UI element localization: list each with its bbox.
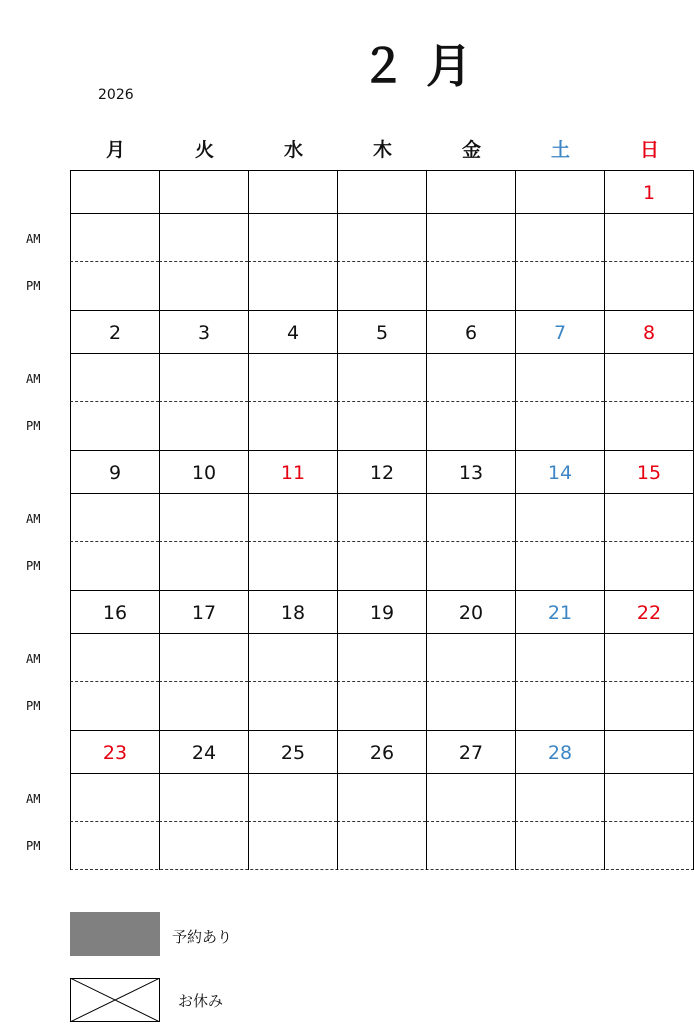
date-cell[interactable]: 13 [426,450,515,494]
cross-icon [70,978,160,1022]
am-slot[interactable] [604,634,694,682]
date-cell[interactable]: 19 [337,590,426,634]
weekday-label: 金 [461,139,481,161]
pm-label: PM [26,699,41,713]
date-cell[interactable]: 17 [159,590,248,634]
pm-slot[interactable] [515,262,604,310]
pm-slot[interactable] [604,402,694,450]
pm-label: PM [26,839,41,853]
weekday-label: 日 [639,139,659,161]
calendar-grid [70,170,694,870]
pm-slot[interactable] [426,402,515,450]
date-cell[interactable] [248,170,337,214]
week-row [70,730,694,870]
date-cell[interactable]: 3 [159,310,248,354]
am-slot[interactable] [159,494,248,542]
pm-slot[interactable] [248,262,337,310]
am-slot[interactable] [248,494,337,542]
am-slot[interactable] [70,774,159,822]
date-cell[interactable]: 8 [604,310,694,354]
pm-slot[interactable] [604,262,694,310]
am-slot[interactable] [337,634,426,682]
am-slot[interactable] [426,354,515,402]
am-slot[interactable] [248,214,337,262]
date-cell[interactable] [70,170,159,214]
pm-slot[interactable] [159,262,248,310]
pm-slot[interactable] [159,542,248,590]
date-cell[interactable]: 20 [426,590,515,634]
date-cell[interactable]: 1 [604,170,694,214]
date-cell[interactable]: 6 [426,310,515,354]
legend-reserved-swatch [70,912,160,956]
pm-slot[interactable] [515,682,604,730]
pm-slot[interactable] [159,682,248,730]
pm-slot[interactable] [159,402,248,450]
date-cell[interactable] [426,170,515,214]
am-slot[interactable] [515,354,604,402]
date-cell[interactable]: 25 [248,730,337,774]
date-cell[interactable]: 23 [70,730,159,774]
pm-slot[interactable] [337,402,426,450]
am-label: AM [26,652,41,666]
pm-slot[interactable] [248,822,337,870]
pm-slot[interactable] [515,822,604,870]
date-cell[interactable]: 22 [604,590,694,634]
date-cell[interactable] [604,730,694,774]
date-cell[interactable]: 28 [515,730,604,774]
pm-slot[interactable] [604,822,694,870]
am-slot[interactable] [70,494,159,542]
am-slot[interactable] [159,774,248,822]
pm-slot[interactable] [426,542,515,590]
date-cell[interactable]: 11 [248,450,337,494]
date-cell[interactable]: 5 [337,310,426,354]
pm-slot[interactable] [426,262,515,310]
pm-slot[interactable] [337,682,426,730]
am-slot[interactable] [248,634,337,682]
pm-slot[interactable] [70,822,159,870]
date-cell[interactable]: 18 [248,590,337,634]
pm-slot[interactable] [70,262,159,310]
pm-slot[interactable] [70,542,159,590]
am-slot[interactable] [515,634,604,682]
date-cell[interactable]: 10 [159,450,248,494]
am-slot[interactable] [70,634,159,682]
legend-off-label: お休み [178,992,224,1010]
pm-slot[interactable] [337,262,426,310]
pm-slot[interactable] [604,682,694,730]
date-cell[interactable] [159,170,248,214]
date-cell[interactable]: 27 [426,730,515,774]
date-cell[interactable]: 21 [515,590,604,634]
am-slot[interactable] [604,494,694,542]
month-title: ２ 月 [360,39,475,93]
am-slot[interactable] [604,214,694,262]
pm-label: PM [26,559,41,573]
weekday-label: 土 [550,139,570,161]
week-row [70,450,694,590]
date-cell[interactable]: 2 [70,310,159,354]
year-label: 2026 [98,87,134,103]
week-row [70,170,694,310]
legend-reserved-label: 予約あり [172,928,233,946]
am-slot[interactable] [426,494,515,542]
pm-slot[interactable] [248,542,337,590]
date-cell[interactable] [515,170,604,214]
am-slot[interactable] [159,214,248,262]
pm-slot[interactable] [426,682,515,730]
date-cell[interactable] [337,170,426,214]
legend-off-swatch [70,978,160,1022]
date-cell[interactable]: 4 [248,310,337,354]
am-slot[interactable] [70,354,159,402]
date-cell[interactable]: 16 [70,590,159,634]
date-cell[interactable]: 24 [159,730,248,774]
am-label: AM [26,512,41,526]
am-slot[interactable] [248,354,337,402]
date-cell[interactable]: 7 [515,310,604,354]
am-slot[interactable] [159,354,248,402]
am-slot[interactable] [337,214,426,262]
pm-label: PM [26,279,41,293]
pm-slot[interactable] [337,542,426,590]
am-slot[interactable] [337,774,426,822]
am-label: AM [26,792,41,806]
pm-slot[interactable] [159,822,248,870]
pm-label: PM [26,419,41,433]
pm-slot[interactable] [515,542,604,590]
date-cell[interactable]: 12 [337,450,426,494]
am-slot[interactable] [70,214,159,262]
am-slot[interactable] [426,214,515,262]
am-label: AM [26,372,41,386]
pm-slot[interactable] [515,402,604,450]
pm-slot[interactable] [70,402,159,450]
week-row [70,590,694,730]
date-cell[interactable]: 14 [515,450,604,494]
am-slot[interactable] [604,354,694,402]
am-slot[interactable] [515,774,604,822]
date-cell[interactable]: 15 [604,450,694,494]
weekday-label: 月 [105,139,125,161]
am-slot[interactable] [604,774,694,822]
pm-slot[interactable] [248,682,337,730]
date-cell[interactable]: 26 [337,730,426,774]
am-slot[interactable] [515,214,604,262]
am-slot[interactable] [426,774,515,822]
am-slot[interactable] [337,354,426,402]
date-cell[interactable]: 9 [70,450,159,494]
weekday-label: 火 [194,139,214,161]
pm-slot[interactable] [604,542,694,590]
pm-slot[interactable] [248,402,337,450]
pm-slot[interactable] [70,682,159,730]
am-slot[interactable] [337,494,426,542]
weekday-label: 木 [372,139,392,161]
weekday-label: 水 [283,139,303,161]
pm-slot[interactable] [426,822,515,870]
week-row [70,310,694,450]
am-slot[interactable] [248,774,337,822]
am-slot[interactable] [159,634,248,682]
am-slot[interactable] [426,634,515,682]
weekday-header [71,135,694,163]
am-slot[interactable] [515,494,604,542]
am-label: AM [26,232,41,246]
pm-slot[interactable] [337,822,426,870]
